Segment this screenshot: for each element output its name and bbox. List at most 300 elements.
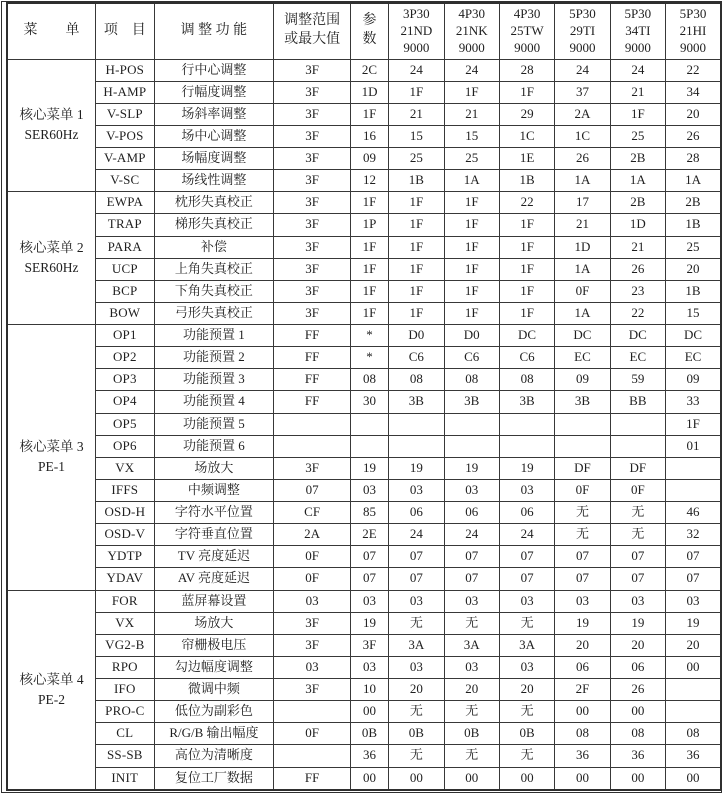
range-cell [274, 745, 351, 767]
param-cell: 0B [350, 723, 388, 745]
col-header-function: 调 整 功 能 [154, 3, 274, 59]
model-value-cell-4 [610, 413, 665, 435]
model-value-cell-3 [555, 413, 610, 435]
model-value-cell-2: 3A [499, 634, 554, 656]
table-row [7, 435, 721, 457]
model-value-cell-3: 1A [555, 170, 610, 192]
model-value-cell-4: 26 [610, 258, 665, 280]
model-value-cell-2: 03 [499, 590, 554, 612]
model-code-line: 29TI [569, 22, 596, 38]
col-header-model-1 [444, 3, 499, 59]
col-header-model-3 [555, 3, 610, 59]
param-cell: 85 [350, 502, 388, 524]
model-code-line: 9000 [403, 39, 430, 55]
item-cell: H-AMP [96, 81, 154, 103]
param-cell: 3F [350, 634, 388, 656]
table-row [7, 568, 721, 590]
model-value-cell-3: 07 [555, 568, 610, 590]
range-cell: FF [274, 325, 351, 347]
model-value-cell-5: 15 [666, 302, 721, 324]
model-value-cell-1: 07 [444, 568, 499, 590]
table-row [7, 236, 721, 258]
model-value-cell-4: 36 [610, 745, 665, 767]
model-code-line: 9000 [514, 39, 541, 55]
function-cell: 功能预置 4 [154, 391, 274, 413]
item-cell: V-SLP [96, 103, 154, 125]
model-value-cell-1: 无 [444, 612, 499, 634]
model-value-cell-0: 15 [389, 125, 444, 147]
model-value-cell-2: 1F [499, 258, 554, 280]
model-value-cell-0: 07 [389, 568, 444, 590]
model-value-cell-2: 1C [499, 125, 554, 147]
model-value-cell-0: 1F [389, 280, 444, 302]
model-value-cell-2 [499, 435, 554, 457]
range-cell [274, 701, 351, 723]
function-cell: 场中心调整 [154, 125, 274, 147]
model-value-cell-0: 1F [389, 302, 444, 324]
param-cell: 1F [350, 258, 388, 280]
model-value-cell-1: 25 [444, 148, 499, 170]
table-row [7, 103, 721, 125]
model-value-cell-0: 24 [389, 524, 444, 546]
model-value-cell-1: 1F [444, 258, 499, 280]
range-cell: CF [274, 502, 351, 524]
col-header-param [350, 3, 388, 59]
model-value-cell-4: 03 [610, 590, 665, 612]
model-value-cell-1: 无 [444, 745, 499, 767]
model-value-cell-3: 1A [555, 302, 610, 324]
model-value-cell-2: 08 [499, 369, 554, 391]
model-value-cell-0: 1F [389, 236, 444, 258]
model-code-line: 5P30 [569, 6, 596, 22]
model-code-line: 3P30 [402, 6, 430, 22]
param-cell: 19 [350, 457, 388, 479]
model-value-cell-4: 25 [610, 125, 665, 147]
item-cell: INIT [96, 767, 154, 790]
item-cell: SS-SB [96, 745, 154, 767]
model-code-line: 9000 [624, 39, 651, 55]
model-value-cell-2: 3B [499, 391, 554, 413]
model-value-cell-0: 1F [389, 214, 444, 236]
model-value-cell-3: 07 [555, 546, 610, 568]
model-value-cell-2: 无 [499, 701, 554, 723]
table-body [7, 59, 721, 790]
menu-group-label-line: 核心菜单 3 [19, 439, 84, 454]
table-row [7, 701, 721, 723]
item-cell: H-POS [96, 59, 154, 81]
model-code-line: 9000 [569, 39, 596, 55]
model-value-cell-5: 36 [666, 745, 721, 767]
model-value-cell-4: BB [610, 391, 665, 413]
model-value-cell-3: DC [555, 325, 610, 347]
model-value-cell-3: 2A [555, 103, 610, 125]
model-value-cell-5: 20 [666, 634, 721, 656]
model-value-cell-1: 15 [444, 125, 499, 147]
function-cell: 功能预置 5 [154, 413, 274, 435]
model-value-cell-5: 32 [666, 524, 721, 546]
table-row [7, 413, 721, 435]
item-cell: YDTP [96, 546, 154, 568]
param-cell: 12 [350, 170, 388, 192]
model-value-cell-3: EC [555, 347, 610, 369]
model-value-cell-1: 无 [444, 701, 499, 723]
range-cell: 3F [274, 59, 351, 81]
model-value-cell-4: 21 [610, 236, 665, 258]
model-value-cell-0: 21 [389, 103, 444, 125]
item-cell: OSD-H [96, 502, 154, 524]
range-cell: 2A [274, 524, 351, 546]
model-value-cell-5 [666, 457, 721, 479]
item-cell: CL [96, 723, 154, 745]
model-value-cell-4: 23 [610, 280, 665, 302]
model-value-cell-5: 20 [666, 258, 721, 280]
model-value-cell-1: C6 [444, 347, 499, 369]
model-value-cell-5: 1B [666, 280, 721, 302]
range-cell: 0F [274, 568, 351, 590]
param-cell: * [350, 325, 388, 347]
function-cell: AV 亮度延迟 [154, 568, 274, 590]
param-cell: 16 [350, 125, 388, 147]
model-value-cell-0: 07 [389, 546, 444, 568]
model-value-cell-0: 19 [389, 457, 444, 479]
model-value-cell-0: 1F [389, 81, 444, 103]
col-header-menu: 菜 单 [7, 3, 96, 59]
model-value-cell-5: 28 [666, 148, 721, 170]
model-value-cell-4: 08 [610, 723, 665, 745]
model-value-cell-4: 2B [610, 148, 665, 170]
model-value-cell-4: 19 [610, 612, 665, 634]
range-cell: FF [274, 767, 351, 790]
param-cell: 00 [350, 701, 388, 723]
model-value-cell-4: 21 [610, 81, 665, 103]
model-value-cell-3: 1C [555, 125, 610, 147]
model-value-cell-3: 37 [555, 81, 610, 103]
model-value-cell-0: 3A [389, 634, 444, 656]
model-value-cell-4: 20 [610, 634, 665, 656]
item-cell: EWPA [96, 192, 154, 214]
range-cell: 3F [274, 192, 351, 214]
model-value-cell-2: 24 [499, 524, 554, 546]
model-value-cell-4: 24 [610, 59, 665, 81]
model-value-cell-5: 1B [666, 214, 721, 236]
function-cell: 行中心调整 [154, 59, 274, 81]
model-code-line: 4P30 [458, 6, 486, 22]
model-value-cell-4: 00 [610, 767, 665, 790]
range-cell: FF [274, 391, 351, 413]
function-cell: 下角失真校正 [154, 280, 274, 302]
model-value-cell-5: 08 [666, 723, 721, 745]
page-frame [1, 1, 722, 793]
range-cell: 0F [274, 546, 351, 568]
model-value-cell-0: 3B [389, 391, 444, 413]
item-cell: TRAP [96, 214, 154, 236]
model-value-cell-4: 26 [610, 679, 665, 701]
range-cell: 3F [274, 81, 351, 103]
model-value-cell-5: 22 [666, 59, 721, 81]
param-cell: 1P [350, 214, 388, 236]
model-value-cell-2: 29 [499, 103, 554, 125]
model-value-cell-0: 0B [389, 723, 444, 745]
menu-group-label-line: PE-1 [38, 459, 66, 475]
model-value-cell-2: 06 [499, 502, 554, 524]
model-value-cell-5: 00 [666, 656, 721, 678]
menu-group-cell-3 [7, 325, 96, 591]
model-value-cell-1: 1F [444, 236, 499, 258]
model-value-cell-3: 00 [555, 701, 610, 723]
model-value-cell-3: DF [555, 457, 610, 479]
model-code-line: 21NK [455, 22, 488, 38]
model-value-cell-3: 1A [555, 258, 610, 280]
param-cell: 03 [350, 479, 388, 501]
function-cell: 帘栅极电压 [154, 634, 274, 656]
range-cell: 3F [274, 612, 351, 634]
function-cell: 弓形失真校正 [154, 302, 274, 324]
table-row [7, 634, 721, 656]
model-value-cell-0: 00 [389, 767, 444, 790]
model-value-cell-2: 1F [499, 280, 554, 302]
range-cell: 3F [274, 258, 351, 280]
item-cell: FOR [96, 590, 154, 612]
model-value-cell-0 [389, 435, 444, 457]
model-value-cell-3: 17 [555, 192, 610, 214]
table-row [7, 679, 721, 701]
model-value-cell-4: DF [610, 457, 665, 479]
param-cell: 1F [350, 103, 388, 125]
param-cell: 1F [350, 302, 388, 324]
item-cell: OP6 [96, 435, 154, 457]
range-cell: 3F [274, 457, 351, 479]
table-row [7, 656, 721, 678]
model-value-cell-3: 36 [555, 745, 610, 767]
range-cell: 3F [274, 148, 351, 170]
model-value-cell-5: 20 [666, 103, 721, 125]
range-cell: FF [274, 347, 351, 369]
range-cell: 3F [274, 280, 351, 302]
item-cell: RPO [96, 656, 154, 678]
table-row [7, 369, 721, 391]
function-cell: 高位为清晰度 [154, 745, 274, 767]
model-value-cell-2: 20 [499, 679, 554, 701]
header-row [7, 3, 721, 59]
model-value-cell-5: 33 [666, 391, 721, 413]
model-code-line: 21HI [679, 22, 707, 38]
table-row [7, 590, 721, 612]
model-value-cell-0: 无 [389, 745, 444, 767]
table-row [7, 170, 721, 192]
model-value-cell-0: 03 [389, 590, 444, 612]
table-row [7, 325, 721, 347]
param-cell: 2E [350, 524, 388, 546]
table-row [7, 347, 721, 369]
param-cell: 10 [350, 679, 388, 701]
model-value-cell-5: 2B [666, 192, 721, 214]
model-value-cell-5: 1F [666, 413, 721, 435]
function-cell: 功能预置 3 [154, 369, 274, 391]
col-header-model-0 [389, 3, 444, 59]
model-value-cell-5: 1A [666, 170, 721, 192]
model-value-cell-5 [666, 479, 721, 501]
model-value-cell-3: 24 [555, 59, 610, 81]
menu-group-label-line: 核心菜单 2 [19, 239, 84, 255]
param-cell: 36 [350, 745, 388, 767]
table-row [7, 391, 721, 413]
model-value-cell-2: DC [499, 325, 554, 347]
model-value-cell-4 [610, 435, 665, 457]
model-value-cell-0: D0 [389, 325, 444, 347]
param-cell [350, 435, 388, 457]
function-cell: 功能预置 1 [154, 325, 274, 347]
item-cell: OP1 [96, 325, 154, 347]
model-value-cell-4: DC [610, 325, 665, 347]
function-cell: 勾边幅度调整 [154, 656, 274, 678]
model-value-cell-3: 19 [555, 612, 610, 634]
item-cell: YDAV [96, 568, 154, 590]
range-cell: 03 [274, 590, 351, 612]
function-cell: 蓝屏幕设置 [154, 590, 274, 612]
model-value-cell-4: 59 [610, 369, 665, 391]
menu-group-cell-4 [7, 590, 96, 790]
table-row [7, 479, 721, 501]
model-value-cell-5: 07 [666, 546, 721, 568]
model-code-line: 21ND [400, 22, 433, 38]
function-cell: 中频调整 [154, 479, 274, 501]
range-header-line2: 或最大值 [284, 32, 341, 48]
model-value-cell-0: 1B [389, 170, 444, 192]
model-value-cell-2: 1F [499, 236, 554, 258]
item-cell: BCP [96, 280, 154, 302]
param-cell: 19 [350, 612, 388, 634]
range-cell: 3F [274, 170, 351, 192]
param-cell: 1F [350, 280, 388, 302]
model-value-cell-4: 07 [610, 546, 665, 568]
menu-group-label-line: 核心菜单 4 [19, 671, 84, 687]
range-cell: FF [274, 369, 351, 391]
col-header-model-4 [610, 3, 665, 59]
model-code-line: 4P30 [513, 6, 541, 22]
table-row [7, 524, 721, 546]
model-value-cell-5: 19 [666, 612, 721, 634]
model-value-cell-2: 07 [499, 546, 554, 568]
model-value-cell-1: 03 [444, 656, 499, 678]
model-value-cell-2: 0B [499, 723, 554, 745]
col-header-model-5 [666, 3, 721, 59]
model-value-cell-5 [666, 701, 721, 723]
model-value-cell-1: 03 [444, 590, 499, 612]
model-value-cell-3: 无 [555, 502, 610, 524]
model-value-cell-1: 1F [444, 302, 499, 324]
model-value-cell-3 [555, 435, 610, 457]
model-value-cell-1: 1A [444, 170, 499, 192]
item-cell: V-SC [96, 170, 154, 192]
model-value-cell-1: 21 [444, 103, 499, 125]
model-code-line: 9000 [458, 39, 485, 55]
function-cell: 行幅度调整 [154, 81, 274, 103]
model-value-cell-2: C6 [499, 347, 554, 369]
item-cell: VX [96, 457, 154, 479]
table-row [7, 192, 721, 214]
model-value-cell-4: 22 [610, 302, 665, 324]
table-row [7, 612, 721, 634]
model-value-cell-5: 46 [666, 502, 721, 524]
model-value-cell-5: 26 [666, 125, 721, 147]
range-cell: 3F [274, 103, 351, 125]
range-cell: 3F [274, 214, 351, 236]
item-cell: OSD-V [96, 524, 154, 546]
model-code-line: 5P30 [624, 6, 652, 22]
model-value-cell-0: 无 [389, 612, 444, 634]
model-value-cell-3: 06 [555, 656, 610, 678]
model-value-cell-5: EC [666, 347, 721, 369]
menu-group-label-line: 核心菜单 1 [19, 107, 84, 123]
model-value-cell-5: 25 [666, 236, 721, 258]
param-cell: 09 [350, 148, 388, 170]
range-cell: 0F [274, 723, 351, 745]
model-value-cell-1: 3B [444, 391, 499, 413]
range-cell: 3F [274, 679, 351, 701]
model-value-cell-1: 07 [444, 546, 499, 568]
table-row [7, 723, 721, 745]
model-value-cell-0: 03 [389, 479, 444, 501]
model-value-cell-4: 无 [610, 524, 665, 546]
model-value-cell-4: 00 [610, 701, 665, 723]
model-value-cell-1: 20 [444, 679, 499, 701]
model-value-cell-3: 0F [555, 280, 610, 302]
param-cell: 1D [350, 81, 388, 103]
function-cell: 枕形失真校正 [154, 192, 274, 214]
function-cell: R/G/B 输出幅度 [154, 723, 274, 745]
table-row [7, 125, 721, 147]
function-cell: 字符水平位置 [154, 502, 274, 524]
model-value-cell-2: 1B [499, 170, 554, 192]
item-cell: PRO-C [96, 701, 154, 723]
model-value-cell-0: C6 [389, 347, 444, 369]
range-cell [274, 435, 351, 457]
model-value-cell-3: 21 [555, 214, 610, 236]
item-cell: UCP [96, 258, 154, 280]
range-cell: 3F [274, 125, 351, 147]
param-cell: 03 [350, 590, 388, 612]
item-cell: V-POS [96, 125, 154, 147]
table-row [7, 457, 721, 479]
model-value-cell-2: 无 [499, 745, 554, 767]
model-value-cell-3: 0F [555, 479, 610, 501]
model-value-cell-3: 08 [555, 723, 610, 745]
model-value-cell-5 [666, 679, 721, 701]
model-value-cell-2: 1F [499, 81, 554, 103]
item-cell: OP2 [96, 347, 154, 369]
model-value-cell-2: 19 [499, 457, 554, 479]
model-value-cell-1: 00 [444, 767, 499, 790]
model-value-cell-3: 20 [555, 634, 610, 656]
model-value-cell-4: 1A [610, 170, 665, 192]
menu-group-cell-2 [7, 192, 96, 325]
table-row [7, 280, 721, 302]
model-value-cell-1: 08 [444, 369, 499, 391]
table-row [7, 81, 721, 103]
param-cell: 07 [350, 568, 388, 590]
model-value-cell-3: 26 [555, 148, 610, 170]
model-value-cell-5: 07 [666, 568, 721, 590]
model-value-cell-4: 1F [610, 103, 665, 125]
model-value-cell-1: 1F [444, 280, 499, 302]
param-cell [350, 413, 388, 435]
model-value-cell-1: 1F [444, 192, 499, 214]
model-value-cell-4: 2B [610, 192, 665, 214]
model-code-line: 25TW [510, 22, 544, 38]
model-value-cell-1: 24 [444, 59, 499, 81]
model-value-cell-2: 无 [499, 612, 554, 634]
model-value-cell-2: 00 [499, 767, 554, 790]
